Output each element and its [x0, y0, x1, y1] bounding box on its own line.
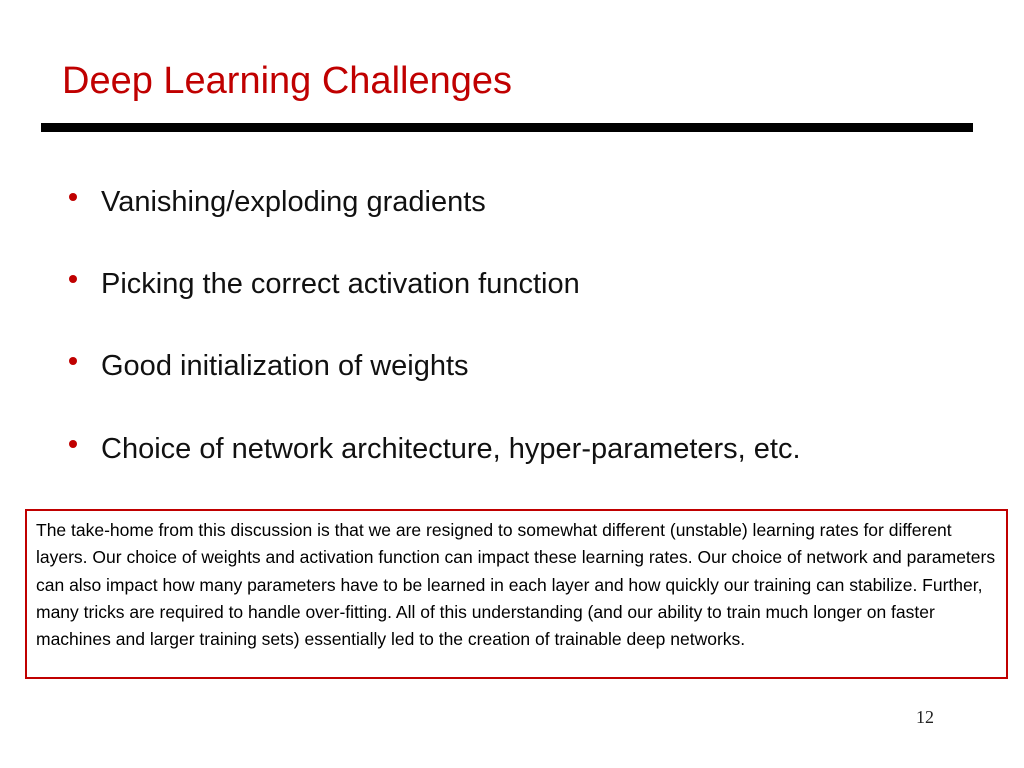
bullet-text: Vanishing/exploding gradients: [101, 186, 486, 218]
bullet-text: Good initialization of weights: [101, 350, 469, 382]
bullet-dot-icon: [69, 440, 77, 448]
title-divider: [41, 123, 973, 132]
takeaway-callout-box: [25, 509, 1008, 679]
bullet-text: Picking the correct activation function: [101, 268, 580, 300]
bullet-dot-icon: [69, 357, 77, 365]
page-number: 12: [916, 707, 934, 727]
slide-title: Deep Learning Challenges: [62, 60, 512, 102]
bullet-dot-icon: [69, 275, 77, 283]
bullet-dot-icon: [69, 193, 77, 201]
bullet-text: Choice of network architecture, hyper-parameters, etc.: [101, 433, 801, 465]
callout-text: The take-home from this discussion is that we are resigned to somewhat different (unstable) learning rates for different layers. Our choice of weights and activation function can impact these learning rates. Our choice of network and parameters can also impact how many parameters have to be learned in each layer and how quickly our training can stabilize. Further, many tricks are required to handle over-fitting. All of this understanding (and our ability to train much longer on faster machines and larger training sets) essentially led to the creation of trainable deep networks.: [36, 520, 996, 650]
